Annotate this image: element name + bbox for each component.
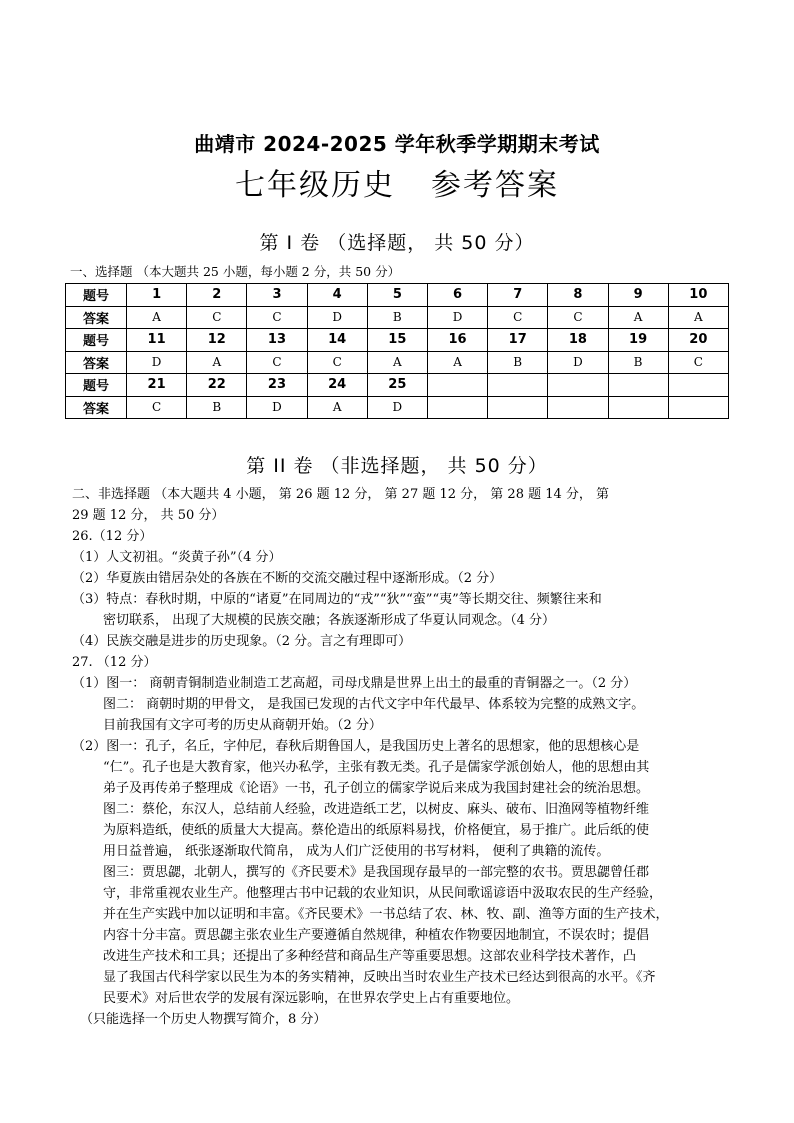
question-number-cell: 9: [608, 284, 668, 307]
answer-cell: D: [367, 396, 427, 419]
q27-answer-2-line7: 图三：贾思勰，北朝人，撰写的《齐民要术》是我国现存最早的一部完整的农书。贾思勰曾任郡: [103, 865, 650, 880]
table-row-answers: [66, 351, 729, 374]
answer-cell: C: [668, 351, 728, 374]
question-number-cell: [548, 374, 608, 397]
q27-answer-2-line2: “仁”。孔子也是大教育家，他兴办私学，主张有教无类。孔子是儒家学派创始人，他的思想由其: [103, 760, 650, 775]
q27-answer-2-line11: 改进生产技术和工具；还提出了多种经营和商品生产等重要思想。这部农业科学技术著作，凸: [103, 949, 637, 964]
answer-cell: A: [427, 351, 487, 374]
answer-cell: D: [127, 351, 187, 374]
question-number-cell: 14: [307, 329, 367, 352]
q26-answer-1: （1）人文初祖。“炎黄子孙”（4 分）: [72, 550, 282, 565]
question-number-cell: [608, 374, 668, 397]
part1-section-note: 一、选择题 （本大题共 25 小题，每小题 2 分，共 50 分）: [70, 264, 401, 279]
answer-cell: C: [548, 306, 608, 329]
question-number-cell: 13: [247, 329, 307, 352]
part2-section-note-line2: 29 题 12 分， 共 50 分）: [72, 508, 225, 523]
question-number-cell: 6: [427, 284, 487, 307]
table-row-numbers: [66, 374, 729, 397]
q26-answer-4: （4）民族交融是进步的历史现象。（2 分。言之有理即可）: [72, 634, 412, 649]
question-number-cell: 16: [427, 329, 487, 352]
q26-answer-2: （2）华夏族由错居杂处的各族在不断的交流交融过程中逐渐形成。（2 分）: [72, 571, 503, 586]
row-label-answer: 答案: [66, 351, 127, 374]
answer-cell: C: [307, 351, 367, 374]
question-number-cell: 11: [127, 329, 187, 352]
q27-answer-2-line10: 内容十分丰富。贾思勰主张农业生产要遵循自然规律，种植农作物要因地制宜，不误农时；提倡: [103, 928, 650, 943]
question-number-cell: 3: [247, 284, 307, 307]
answer-cell: [668, 396, 728, 419]
answer-cell: B: [367, 306, 427, 329]
question-number-cell: 2: [187, 284, 247, 307]
answer-cell: C: [247, 351, 307, 374]
answer-cell: [427, 396, 487, 419]
document-subtitle: [0, 160, 794, 204]
exam-title: 曲靖市 2024-2025 学年秋季学期期末考试: [194, 132, 600, 156]
table-row-answers: [66, 306, 729, 329]
answer-cell: D: [427, 306, 487, 329]
question-number-cell: 15: [367, 329, 427, 352]
answer-cell: C: [127, 396, 187, 419]
q27-answer-2-line8: 守，非常重视农业生产。他整理古书中记载的农业知识，从民间歌谣谚语中汲取农民的生产经验，: [103, 886, 663, 901]
row-label-question-number: 题号: [66, 284, 127, 307]
q27-answer-2-line4: 图二：蔡伦，东汉人，总结前人经验，改进造纸工艺，以树皮、麻头、破布、旧渔网等植物纤维: [103, 802, 650, 817]
part1-heading: 第 Ⅰ 卷 （选择题， 共 50 分）: [259, 232, 535, 254]
question-number-cell: 18: [548, 329, 608, 352]
question-number-cell: 4: [307, 284, 367, 307]
answer-cell: B: [488, 351, 548, 374]
subject-label: 七年级历史: [235, 168, 395, 203]
answer-cell: C: [247, 306, 307, 329]
question-number-cell: 5: [367, 284, 427, 307]
row-label-question-number: 题号: [66, 374, 127, 397]
answer-cell: D: [247, 396, 307, 419]
answer-cell: C: [187, 306, 247, 329]
answer-cell: A: [187, 351, 247, 374]
q27-note: （只能选择一个历史人物撰写简介，8 分）: [80, 1012, 327, 1027]
question-number-cell: 25: [367, 374, 427, 397]
question-number-cell: 10: [668, 284, 728, 307]
answer-cell: C: [488, 306, 548, 329]
question-number-cell: 20: [668, 329, 728, 352]
answer-cell: A: [668, 306, 728, 329]
q27-heading: 27. （12 分）: [72, 655, 157, 670]
row-label-question-number: 题号: [66, 329, 127, 352]
question-number-cell: 22: [187, 374, 247, 397]
question-number-cell: 17: [488, 329, 548, 352]
q27-answer-2-line9: 并在生产实践中加以证明和丰富。《齐民要术》一书总结了农、林、牧、副、渔等方面的生产技术，: [103, 907, 669, 922]
question-number-cell: 12: [187, 329, 247, 352]
question-number-cell: 23: [247, 374, 307, 397]
table-row-answers: [66, 396, 729, 419]
table-row-numbers: [66, 284, 729, 307]
answer-cell: [488, 396, 548, 419]
answer-cell: B: [187, 396, 247, 419]
question-number-cell: [488, 374, 548, 397]
choice-answer-table: [65, 283, 729, 419]
q27-answer-2-line12: 显了我国古代科学家以民生为本的务实精神，反映出当时农业生产技术已经达到很高的水平。《齐: [103, 970, 656, 985]
part2-section-note-line1: 二、非选择题 （本大题共 4 小题， 第 26 题 12 分， 第 27 题 12 分， 第 28 题 14 分， 第: [72, 487, 610, 502]
row-label-answer: 答案: [66, 306, 127, 329]
q27-answer-2-line3: 弟子及再传弟子整理成《论语》一书，孔子创立的儒家学说后来成为我国封建社会的统治思想。: [103, 781, 650, 796]
q27-answer-2-line6: 用日益普遍， 纸张逐渐取代简帛， 成为人们广泛使用的书写材料， 便利了典籍的流传。: [103, 844, 610, 859]
answer-cell: D: [548, 351, 608, 374]
q26-answer-3-line2: 密切联系， 出现了大规模的民族交融；各族逐渐形成了华夏认同观念。（4 分）: [103, 613, 556, 628]
answer-cell: B: [608, 351, 668, 374]
part2-heading: 第 II 卷 （非选择题， 共 50 分）: [246, 455, 548, 477]
answer-cell: A: [367, 351, 427, 374]
question-number-cell: 24: [307, 374, 367, 397]
q27-answer-1-line1: （1）图一： 商朝青铜制造业制造工艺高超，司母戊鼎是世界上出土的最重的青铜器之一。（2 分）: [72, 676, 637, 691]
question-number-cell: 7: [488, 284, 548, 307]
q27-answer-1-line2: 图二： 商朝时期的甲骨文， 是我国已发现的古代文字中年代最早、体系较为完整的成熟文字。: [103, 697, 645, 712]
question-number-cell: [668, 374, 728, 397]
q27-answer-1-line3: 目前我国有文字可考的历史从商朝开始。（2 分）: [103, 718, 382, 733]
question-number-cell: 19: [608, 329, 668, 352]
answer-cell: [608, 396, 668, 419]
answer-cell: A: [608, 306, 668, 329]
question-number-cell: 8: [548, 284, 608, 307]
table-row-numbers: [66, 329, 729, 352]
q26-heading: 26.（12 分）: [72, 529, 153, 544]
question-number-cell: [427, 374, 487, 397]
question-number-cell: 21: [127, 374, 187, 397]
q27-answer-2-line1: （2）图一：孔子，名丘，字仲尼，春秋后期鲁国人，是我国历史上著名的思想家，他的思想核心是: [72, 739, 640, 754]
q26-answer-3-line1: （3）特点：春秋时期，中原的“诸夏”在同周边的“戎”“狄”“蛮”“夷”等长期交往、频繁往来和: [72, 592, 602, 607]
q27-answer-2-line5: 为原料造纸，使纸的质量大大提高。蔡伦造出的纸原料易找，价格便宜，易于推广。此后纸的使: [103, 823, 650, 838]
answer-cell: [548, 396, 608, 419]
q27-answer-2-line13: 民要术》对后世农学的发展有深远影响，在世界农学史上占有重要地位。: [103, 991, 520, 1006]
question-number-cell: 1: [127, 284, 187, 307]
answer-cell: A: [307, 396, 367, 419]
answer-cell: D: [307, 306, 367, 329]
answer-cell: A: [127, 306, 187, 329]
answer-key-label: 参考答案: [431, 168, 559, 203]
row-label-answer: 答案: [66, 396, 127, 419]
